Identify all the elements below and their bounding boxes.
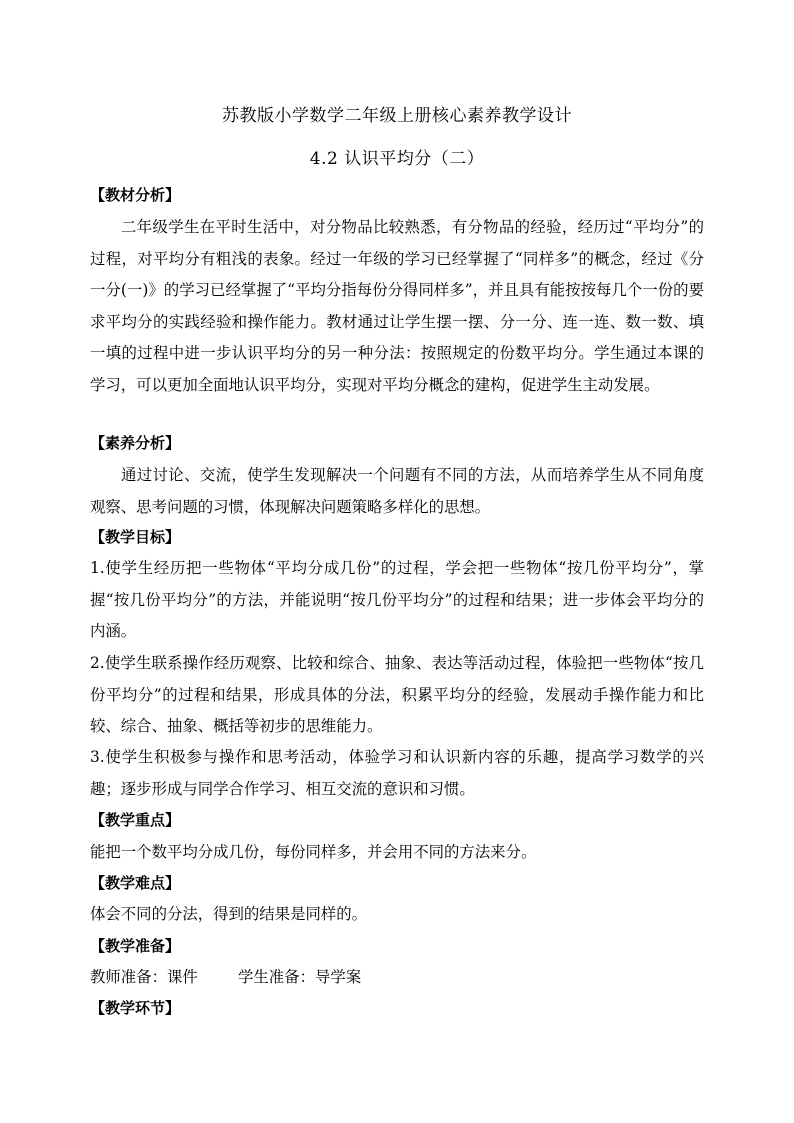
document-title: 苏教版小学数学二年级上册核心素养教学设计 <box>222 106 572 126</box>
paragraph-literacy-analysis: 通过讨论、交流，使学生发现解决一个问题有不同的方法，从而培养学生从不同角度观察、思考问题的习惯，体现解决问题策略多样化的思想。 <box>90 466 704 516</box>
goal-item-3: 3.使学生积极参与操作和思考活动，体验学习和认识新内容的乐趣，提高学习数学的兴趣；逐步形成与同学合作学习、相互交流的意识和习惯。 <box>90 748 704 798</box>
heading-literacy-analysis: 【素养分析】 <box>90 434 181 452</box>
heading-material-analysis: 【教材分析】 <box>90 186 181 204</box>
heading-difficulties: 【教学难点】 <box>90 874 181 892</box>
paragraph-material-analysis: 二年级学生在平时生活中，对分物品比较熟悉，有分物品的经验，经历过“平均分”的过程，对平均分有粗浅的表象。经过一年级的学习已经掌握了“同样多”的概念，经过《分一分(一)》的学习已经掌握了“平均分指每份分得同样多”，并且具有能按按每几个一份的要求平均分的实践经验和操作能力。教材通过让学生摆一摆、分一分、连一连、数一数、填一填的过程中进一步认识平均分的另一种分法：按照规定的份数平均分。学生通过本课的学习，可以更加全面地认识平均分，实现对平均分概念的建构，促进学生主动发展。 <box>90 218 704 394</box>
heading-key-points: 【教学重点】 <box>90 811 181 829</box>
paragraph-difficulties: 体会不同的分法，得到的结果是同样的。 <box>90 905 368 923</box>
heading-preparation: 【教学准备】 <box>90 937 181 955</box>
heading-teaching-goals: 【教学目标】 <box>90 528 181 546</box>
paragraph-key-points: 能把一个数平均分成几份，每份同样多，并会用不同的方法来分。 <box>90 843 537 861</box>
goal-item-2: 2.使学生联系操作经历观察、比较和综合、抽象、表达等活动过程，体验把一些物体“按几份平均分”的过程和结果，形成具体的分法，积累平均分的经验，发展动手操作能力和比较、综合、抽象、概括等初步的思维能力。 <box>90 654 704 736</box>
prep-teacher: 教师准备：课件 <box>90 968 198 986</box>
prep-student: 学生准备：导学案 <box>238 968 362 986</box>
heading-teaching-steps: 【教学环节】 <box>90 999 181 1017</box>
document-subtitle: 4.2 认识平均分（二） <box>309 149 485 169</box>
goal-item-1: 1.使学生经历把一些物体“平均分成几份”的过程，学会把一些物体“按几份平均分”，掌握“按几份平均分”的方法，并能说明“按几份平均分”的过程和结果；进一步体会平均分的内涵。 <box>90 559 704 641</box>
